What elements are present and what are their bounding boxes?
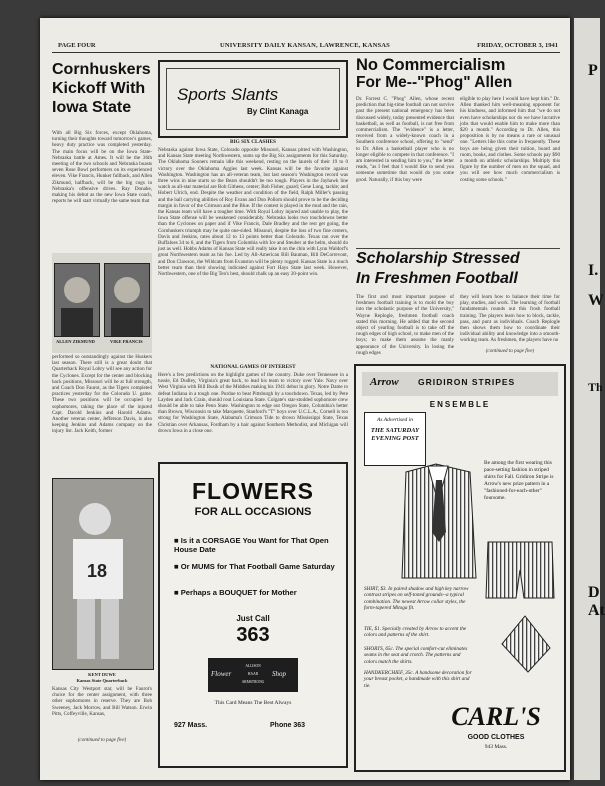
flowers-bullet: [174, 536, 336, 554]
bullet-text: Is it a CORSAGE You Want for That Open House Date: [174, 536, 329, 554]
continued-note: (continued to page five): [77, 737, 127, 743]
advertised-text: As Advertised in: [377, 417, 413, 423]
shirt-copy: SHIRT, $3. In paired shadow and high key narrow contrast stripes on self-toned grounds--a typical combination. The newest Arrow collar styles, the form-tapered Mitoga fit.: [364, 586, 469, 612]
scholarship-headline-2: In Freshmen Football: [356, 270, 518, 287]
edge-letter: W: [588, 292, 604, 309]
portrait-icon: [55, 264, 99, 336]
striped-shirt-icon: [396, 462, 480, 582]
arrow-ad-banner: [362, 372, 558, 396]
subhead: NATIONAL GAMES OF INTEREST: [210, 364, 296, 370]
duwe-caption-role: Kansas State Quarterback: [76, 678, 128, 683]
bullet-text: Perhaps a BOUQUET for Mother: [180, 588, 297, 597]
adjacent-page-edge: [574, 18, 600, 780]
sports-slants-inner: [166, 68, 340, 130]
handkerchief-icon: [498, 614, 552, 674]
flowers-ad: [158, 462, 348, 768]
carls-tagline: GOOD CLOTHES: [467, 734, 525, 741]
edge-letter: Th: [588, 380, 603, 394]
cornhuskers-body-end: Kansas City Westport star, will be Faurot's choice for the center assignment, with three other sophomores in reserve. They are Bob Sweeney, Jack Morrow, and Bill Watson. Erwin Pitts, Coffeyville, Kansas,: [52, 686, 152, 717]
edge-letter: At: [588, 602, 605, 619]
photo-caption: VIKE FRANCIS: [110, 339, 143, 344]
francis-photo: [104, 263, 150, 337]
continued-note: (continued to page five): [485, 348, 535, 354]
tie-copy: TIE, $1. Specially created by Arrow to accent the colors and patterns of the shirt.: [364, 626, 467, 639]
flowers-title: FLOWERS: [192, 478, 314, 504]
scholarship-body-right: they will learn how to balance their time for play, studies, and work. The learning of football fundamentals rounds out this frosh football training. The players learn how to block, tackle, pass, and punt as individuals. Coach Replogle then shows them how to coordinate their individual ability and knowledge into a smooth-working team. As freshmen, the players have no: [460, 294, 560, 344]
sports-slants-title: Sports Slants: [177, 85, 279, 104]
bullet-icon: ■: [174, 588, 181, 597]
phog-headline-1: No Commercialism: [356, 56, 506, 74]
flowers-bullet: [174, 588, 336, 597]
handkerchief-copy: HANDKERCHIEF, 35c. A handsome decoration for your breast pocket, a handmade with this shirt and tie.: [364, 670, 472, 689]
page-number: PAGE FOUR: [58, 42, 96, 49]
logo-right-text: Shop: [272, 670, 286, 678]
logo-center-text: ALLISON HAAR ARMSTRONG: [241, 664, 265, 684]
photo-caption: ALLEN ZIKMUND: [56, 339, 95, 344]
masthead-rule: [52, 52, 560, 53]
scholarship-headline-1: Scholarship Stressed: [356, 250, 520, 267]
duwe-caption-name: KENT DUWE: [88, 672, 116, 677]
svg-text:18: 18: [87, 561, 108, 581]
bullet-icon: ■: [174, 562, 181, 571]
paper-name: UNIVERSITY DAILY KANSAN, LAWRENCE, KANSAS: [219, 42, 390, 49]
phog-headline-2: For Me--"Phog" Allen: [356, 74, 513, 91]
sports-slants-box: [158, 60, 348, 138]
shorts-copy: SHORTS, 65c. The special comfort-cut eliminates seams in the seat and crotch. The patterns and colors match the shirts.: [364, 646, 468, 665]
player-photos: [52, 253, 152, 353]
flowers-address: 927 Mass.: [174, 722, 208, 729]
sports-slants-byline: By Clint Kanaga: [247, 107, 309, 116]
edge-letter: D: [588, 584, 600, 601]
portrait-icon: [105, 264, 149, 336]
edge-letter: I.: [588, 262, 599, 279]
cornhuskers-body-cont: performed so outstandingly against the Huskers last season. There still is a great doubt that Quarterback Royal Lohry will see any action for the Cyclones. Except for the center and blocking back positions, Missouri will be at full strength, and Coach Don Faurot, as the Tigers completed practices yesterday for the Colorado U. game. These two positions will be occupied by sophomores, taking the place of the injured Capt. Darold Jenkins and Harold Adams. Another veteran center, Jefferson Davis, is also keeping Jenkins and Adams company on the injury list. Jack Keith, former: [52, 354, 152, 435]
sports-slants-body2: Here's a few predictions on the highlight games of the country. Duke over Tennessee in a tussle, Ed Dudley, Virginia's great back, to lead his team to victory over Yale. Navy over West Virginia with Bill Busik of the Middies making his 1941 debut in glory. Notre Dame to defeat Indiana in a tough one. Purdue to beat Pittsburgh by a touchdown. Texas, led by Pete Layden and Jack Crain, should rout Louisiana State. Colgate's star-studded sophomore crew should be able to take Penn State. Washington to edge out Oregon State, Columbia's better than Brown, Wisconsin to take Marquette, Stanford's "T" boys over U.C.L.A., Cornell is too strong for Washington State, Alabama's Crimson Tide to drown Mississippi State, Texas Christian over Arkansas, Fordham by a hair against Southern Methodist, and Michigan will drown Iowa in a close one.: [158, 372, 348, 434]
edge-letter: P: [588, 62, 598, 79]
flowers-bullet: [174, 562, 336, 571]
subhead: BIG SIX CLASHES: [230, 139, 276, 145]
flowers-phone-big: 363: [236, 624, 270, 646]
flowers-phone-line: Phone 363: [270, 722, 306, 729]
logo-left-text: Flower: [211, 670, 232, 678]
scholarship-body-left: The first and most important purpose of freshmen football training is to mold the boy into the scholastic purpose of the University," Wayne Replogle, freshmen football coach stated this morning. He added that the second object of yearling football is to take off the rough edges of high school, to make men of the boys; to make them assume the manly appearance of the University. In losing the rough edges: [356, 294, 454, 356]
flowers-tagline: This Card Means The Best Always: [214, 700, 292, 706]
striped-shorts-icon: [484, 536, 556, 606]
flowers-subtitle: FOR ALL OCCASIONS: [194, 506, 312, 518]
phog-body-right: eligible to play here I would have kept him." Dr. Allen thanked him well-meaning opponent for his kindness, and informed him that "we do not even have scholarships nor do we have lucrative jobs that would enable him to make more than $20 a month." According to Dr. Allen, this proposition is by no means a rare or unusual one. "Letters like this come in frequently. These boys are being given their tuition, board and room, books, and clothes. Some schools pay $90 a month on athletic scholarships. Multiply this figure by the number of men on the squad, and you will see how much commercialism is costing some schools.": [460, 96, 560, 183]
arrow-ad: [354, 364, 566, 772]
arrow-line2: ENSEMBLE: [429, 400, 491, 409]
cornhuskers-headline: Cornhuskers Kickoff With Iowa State: [52, 61, 151, 116]
arrow-line1: GRIDIRON STRIPES: [418, 377, 516, 387]
cornhuskers-body: With all Big Six forces, except Oklahoma, turning their thoughts toward tomorrow's games, heavy duty practice was completed yesterday. The main focus will be on the Iowa State-Nebraska battle at Ames. It will be the 36th meeting of the two schools and Nebraska boasts seven Rose Bowl performers on its experienced eleven. Vike Francis, Hunker fullback, and Allen Zikmund, halfback, will be the big cogs in Nebraska's offensive drives. Ray Donahe, making his debut as the new Iowa State coach, reports he will start virtually the same team that: [52, 130, 152, 205]
section-rule: [356, 248, 560, 249]
football-player-icon: [53, 479, 153, 669]
newspaper-page: [40, 18, 570, 780]
arrow-pitch: Be among the first wearing this pace-setting fashion in striped shirts for Fall. Gridiron Stripe is Arrow's new prize pattern in a "fashioned-for-each-other" foursome.: [484, 460, 554, 501]
issue-date: FRIDAY, OCTOBER 3, 1941: [477, 42, 558, 49]
sports-slants-body: Nebraska against Iowa State, Colorado opposite Missouri, Kansas pitted with Washington, and Kansas State meeting Northwestern, sums up the Big Six assignments for this Saturday. The Oklahoma Sooners remain idle this weekend, resting on the laurels of their 19 to 0 victory over the Oklahoma Aggies last week. Kansas will be the favorite against Washington. Washington has an all-veteran team, but last season's Washington record was three wins in nine starts so the Bears shouldn't be too tough. Players in the Jayhawk line watch as all-star material are Bob Githens, center; Bob Fisher, guard; Gene Long, tackle; and Hobert Ulrich, end. Despite the weather and condition of the field, Ralph Miller's passing and the ball carrying abilities of Roy Evans and Don Pollom should prove to be the deciding margin in favor of the Crimson and the Blue. If the contest is played in the mud and the rain, the Kansas team will have a tougher time. With Royal Lohry injured and unable to play, the Iowa State offense will be weakened considerably. Nebraska looks two touchdowns better than the Cyclones on paper and if Vike Francis, Dale Bradley and the rest get going, the Cornhuskers triumph may be quite one-sided. Missouri, despite the loss of two fine centers, Davis and Jenkins, rates about 12 to 13 points better than Colorado. Texas ran over the Buffaloes 34 to 6, and the Tigers from Columbia with Ice and Steuber at the helm, should do just as well. Hobbs Adams of Kansas State will really take it on the chin with Lynn Waldorf's great Northwestern team as his foe. Led by All-American Bill Bauman, Bill DeCorrevont, and Don Clawson, the Wildcats from Evanston will be plenty rugged. Kansas State is a much better team than their showing indicated against Fort Hays State last week. However, Northwestern, one of the Big Ten's best, should chalk up an easy 20-point win.: [158, 147, 348, 278]
zikmund-photo: [54, 263, 100, 337]
duwe-photo: [52, 478, 154, 670]
flowers-call: Just Call: [236, 614, 270, 623]
magazine-name: THE SATURDAY EVENING POST: [370, 427, 420, 442]
bullet-icon: ■: [174, 536, 181, 545]
saturday-post-badge: [364, 412, 426, 466]
carls-address: 943 Mass.: [484, 744, 508, 750]
bullet-text: Or MUMS for That Football Game Saturday: [180, 562, 335, 571]
phog-body-left: Dr. Forrest C. "Phog" Allen, whose recent prediction that big-time football can not survive past the present national emergency has been discussed widely, today presented evidence that basketball, as well as football, is not free from commercialism. The "evidence" is a letter, received from a widely-known coach in a Southern conference school, offering to "send" to Dr. Allen a basketball player who is no longer eligible to compete in that conference. "I am interested in sending him to you," the letter reads, "as I feel that I would like to send you someone sometime that would do you some good. Naturally, if this boy were: [356, 96, 454, 183]
arrow-brand: Arrow: [370, 376, 399, 388]
carls-logo: CARL'S: [451, 702, 541, 731]
flower-shop-logo: [208, 658, 298, 692]
